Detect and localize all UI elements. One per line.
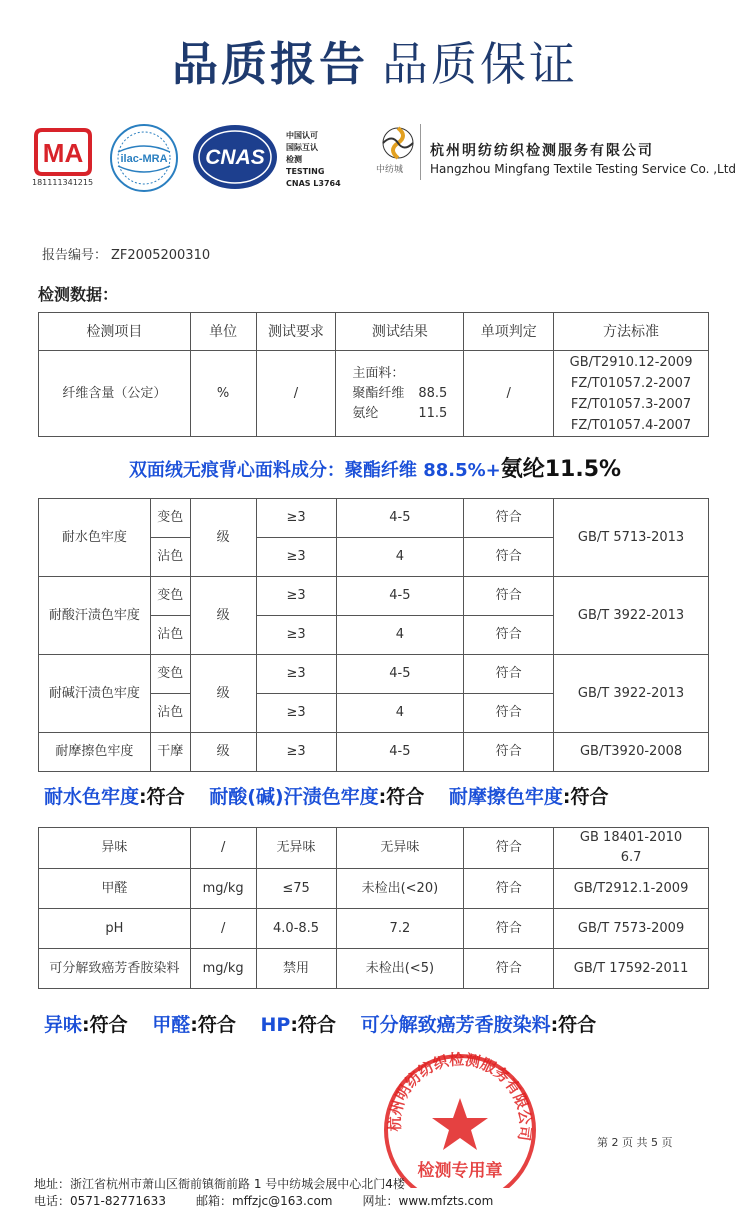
svg-text:CNAS: CNAS bbox=[205, 146, 265, 169]
result-cell: 4-5 bbox=[336, 733, 464, 772]
cma-logo bbox=[30, 126, 96, 178]
standard-cell: GB/T 17592-2011 bbox=[554, 949, 709, 989]
cnas-text-block: 中国认可 国际互认 检测 TESTING CNAS L3764 bbox=[286, 131, 341, 188]
svg-text:杭州明纺纺织检测服务有限公司: 杭州明纺纺织检测服务有限公司 bbox=[385, 1050, 535, 1142]
sub-item-cell: 沾色 bbox=[150, 538, 190, 577]
safety-table bbox=[38, 827, 709, 989]
requirement-cell: 4.0-8.5 bbox=[256, 909, 336, 949]
judgement-cell: 符合 bbox=[464, 733, 554, 772]
standard-cell: GB/T 3922-2013 bbox=[554, 577, 709, 655]
judgement-cell: 符合 bbox=[464, 869, 554, 909]
unit-cell: / bbox=[190, 828, 256, 869]
page-header bbox=[0, 28, 750, 94]
requirement-cell: ≥3 bbox=[256, 577, 336, 616]
standard-cell: GB/T3920-2008 bbox=[554, 733, 709, 772]
result-title: 主面料： bbox=[352, 365, 405, 381]
sub-item-cell: 变色 bbox=[150, 655, 190, 694]
requirement-cell: ≥3 bbox=[256, 655, 336, 694]
unit-cell: mg/kg bbox=[190, 869, 256, 909]
unit-cell: / bbox=[190, 909, 256, 949]
unit-cell: % bbox=[190, 351, 256, 437]
judgement-cell: 符合 bbox=[464, 616, 554, 655]
header-cell: 单位 bbox=[190, 313, 256, 351]
table-row bbox=[39, 577, 709, 616]
summary-value: :符合 bbox=[82, 1014, 128, 1036]
standard-cell: GB/T2910.12-2009 FZ/T01057.2-2007 FZ/T01057.3-2007 FZ/T01057.4-2007 bbox=[554, 351, 709, 437]
divider bbox=[420, 124, 421, 180]
svg-text:ilac-MRA: ilac-MRA bbox=[120, 153, 168, 165]
inspection-stamp bbox=[380, 1048, 540, 1188]
requirement-cell: ≥3 bbox=[256, 733, 336, 772]
header-cell: 检测项目 bbox=[39, 313, 191, 351]
header-cell: 单项判定 bbox=[464, 313, 554, 351]
item-cell: 耐摩擦色牢度 bbox=[39, 733, 151, 772]
item-cell: 耐水色牢度 bbox=[39, 499, 151, 577]
report-number-label: 报告编号： bbox=[42, 248, 108, 263]
requirement-cell: 无异味 bbox=[256, 828, 336, 869]
item-cell: 可分解致癌芳香胺染料 bbox=[39, 949, 191, 989]
requirement-cell: 禁用 bbox=[256, 949, 336, 989]
ma-number: 181111341215 bbox=[32, 178, 94, 187]
item-cell: 耐酸汗渍色牢度 bbox=[39, 577, 151, 655]
footer-phone: 电话：0571-82771633 bbox=[34, 1194, 166, 1208]
report-number bbox=[38, 244, 210, 263]
component-value: 88.5 bbox=[418, 385, 448, 401]
summary-label: 甲醛 bbox=[152, 1014, 191, 1036]
title-light: 品质保证 bbox=[382, 37, 578, 91]
result-cell: 未检出(<20) bbox=[336, 869, 464, 909]
section-title: 检测数据： bbox=[38, 285, 119, 304]
judgement-cell: 符合 bbox=[464, 577, 554, 616]
summary-label: 耐酸(碱)汗渍色牢度 bbox=[209, 786, 379, 808]
ctpc-logo bbox=[378, 124, 418, 162]
item-cell: 甲醛 bbox=[39, 869, 191, 909]
safety-summary bbox=[44, 1010, 614, 1037]
color-fastness-table bbox=[38, 498, 709, 772]
unit-cell: 级 bbox=[190, 499, 256, 577]
judgement-cell: 符合 bbox=[464, 655, 554, 694]
table-row bbox=[39, 733, 709, 772]
sub-item-cell: 变色 bbox=[150, 499, 190, 538]
summary-value: :符合 bbox=[562, 786, 609, 808]
table-row bbox=[39, 351, 709, 437]
svg-text:检测专用章: 检测专用章 bbox=[417, 1161, 503, 1181]
requirement-cell: ≥3 bbox=[256, 538, 336, 577]
sub-item-cell: 变色 bbox=[150, 577, 190, 616]
report-number-value: ZF2005200310 bbox=[111, 248, 211, 263]
standard-cell: GB/T 5713-2013 bbox=[554, 499, 709, 577]
table-row bbox=[39, 499, 709, 538]
table-row bbox=[39, 828, 709, 869]
table-row bbox=[39, 655, 709, 694]
requirement-cell: ≥3 bbox=[256, 499, 336, 538]
sub-item-cell: 沾色 bbox=[150, 694, 190, 733]
fiber-content-table bbox=[38, 312, 709, 437]
summary-value: :符合 bbox=[290, 1014, 336, 1036]
summary-value: :符合 bbox=[190, 1014, 236, 1036]
result-cell: 4-5 bbox=[336, 499, 464, 538]
judgement-cell: / bbox=[464, 351, 554, 437]
standard-cell: GB/T 3922-2013 bbox=[554, 655, 709, 733]
page-indicator: 第 2 页 共 5 页 bbox=[597, 1136, 673, 1149]
fastness-summary bbox=[44, 782, 626, 809]
composition-note bbox=[0, 452, 750, 483]
result-cell: 4 bbox=[336, 616, 464, 655]
result-cell: 7.2 bbox=[336, 909, 464, 949]
company-name-cn: 杭州明纺纺织检测服务有限公司 bbox=[430, 143, 654, 159]
logo-bar bbox=[0, 118, 750, 200]
ilac-mra-logo bbox=[108, 122, 180, 194]
result-cell: 无异味 bbox=[336, 828, 464, 869]
footer-address: 地址：浙江省杭州市萧山区衙前镇衙前路 1 号中纺城会展中心北门4楼 bbox=[34, 1177, 405, 1191]
sub-item-cell: 沾色 bbox=[150, 616, 190, 655]
footer-contacts bbox=[34, 1193, 523, 1210]
company-name-en: Hangzhou Mingfang Textile Testing Service Co. ,Ltd bbox=[430, 162, 737, 176]
judgement-cell: 符合 bbox=[464, 499, 554, 538]
standard-cell: GB/T 7573-2009 bbox=[554, 909, 709, 949]
requirement-cell: ≥3 bbox=[256, 616, 336, 655]
component-value: 11.5 bbox=[418, 405, 448, 421]
result-cell: 4-5 bbox=[336, 655, 464, 694]
header-cell: 方法标准 bbox=[554, 313, 709, 351]
judgement-cell: 符合 bbox=[464, 694, 554, 733]
table-row bbox=[39, 949, 709, 989]
judgement-cell: 符合 bbox=[464, 538, 554, 577]
summary-label: 异味 bbox=[44, 1014, 83, 1036]
summary-label: 可分解致癌芳香胺染料 bbox=[360, 1014, 551, 1036]
result-cell: 4 bbox=[336, 694, 464, 733]
component-name: 氨纶 bbox=[352, 405, 379, 421]
company-name bbox=[430, 140, 736, 176]
component-name: 聚酯纤维 bbox=[352, 385, 405, 401]
title-bold: 品质报告 bbox=[172, 37, 368, 91]
table-header-row bbox=[39, 313, 709, 351]
header-cell: 测试结果 bbox=[336, 313, 464, 351]
footer-website: 网址：www.mfzts.com bbox=[362, 1194, 494, 1208]
ctpc-label: 中纺城 bbox=[376, 165, 404, 175]
unit-cell: mg/kg bbox=[190, 949, 256, 989]
summary-label: 耐水色牢度 bbox=[44, 786, 140, 808]
judgement-cell: 符合 bbox=[464, 949, 554, 989]
unit-cell: 级 bbox=[190, 577, 256, 655]
item-cell: pH bbox=[39, 909, 191, 949]
result-cell: 未检出(<5) bbox=[336, 949, 464, 989]
component-row bbox=[352, 384, 463, 404]
item-cell: 耐碱汗渍色牢度 bbox=[39, 655, 151, 733]
item-cell: 异味 bbox=[39, 828, 191, 869]
requirement-cell: ≥3 bbox=[256, 694, 336, 733]
cnas-logo bbox=[190, 122, 280, 192]
result-cell bbox=[336, 351, 464, 437]
composition-note-text: 双面绒无痕背心面料成分：聚酯纤维 88.5%+ bbox=[128, 460, 501, 481]
svg-text:MA: MA bbox=[42, 138, 84, 168]
table-row bbox=[39, 909, 709, 949]
table-row bbox=[39, 869, 709, 909]
standard-cell: GB/T2912.1-2009 bbox=[554, 869, 709, 909]
summary-label: HP bbox=[260, 1014, 291, 1036]
requirement-cell: / bbox=[256, 351, 336, 437]
summary-value: :符合 bbox=[550, 1014, 597, 1036]
header-cell: 测试要求 bbox=[256, 313, 336, 351]
unit-cell: 级 bbox=[190, 655, 256, 733]
judgement-cell: 符合 bbox=[464, 828, 554, 869]
item-cell: 纤维含量（公定） bbox=[39, 351, 191, 437]
component-row bbox=[352, 404, 463, 424]
footer-email: 邮箱：mffzjc@163.com bbox=[195, 1194, 333, 1208]
judgement-cell: 符合 bbox=[464, 909, 554, 949]
result-cell: 4 bbox=[336, 538, 464, 577]
result-cell: 4-5 bbox=[336, 577, 464, 616]
footer bbox=[34, 1176, 523, 1210]
summary-value: :符合 bbox=[139, 786, 185, 808]
requirement-cell: ≤75 bbox=[256, 869, 336, 909]
summary-value: :符合 bbox=[378, 786, 425, 808]
composition-note-big: 氨纶11.5% bbox=[500, 457, 622, 482]
standard-cell: GB 18401-2010 6.7 bbox=[554, 828, 709, 869]
summary-label: 耐摩擦色牢度 bbox=[448, 786, 563, 808]
sub-item-cell: 干摩 bbox=[150, 733, 190, 772]
unit-cell: 级 bbox=[190, 733, 256, 772]
